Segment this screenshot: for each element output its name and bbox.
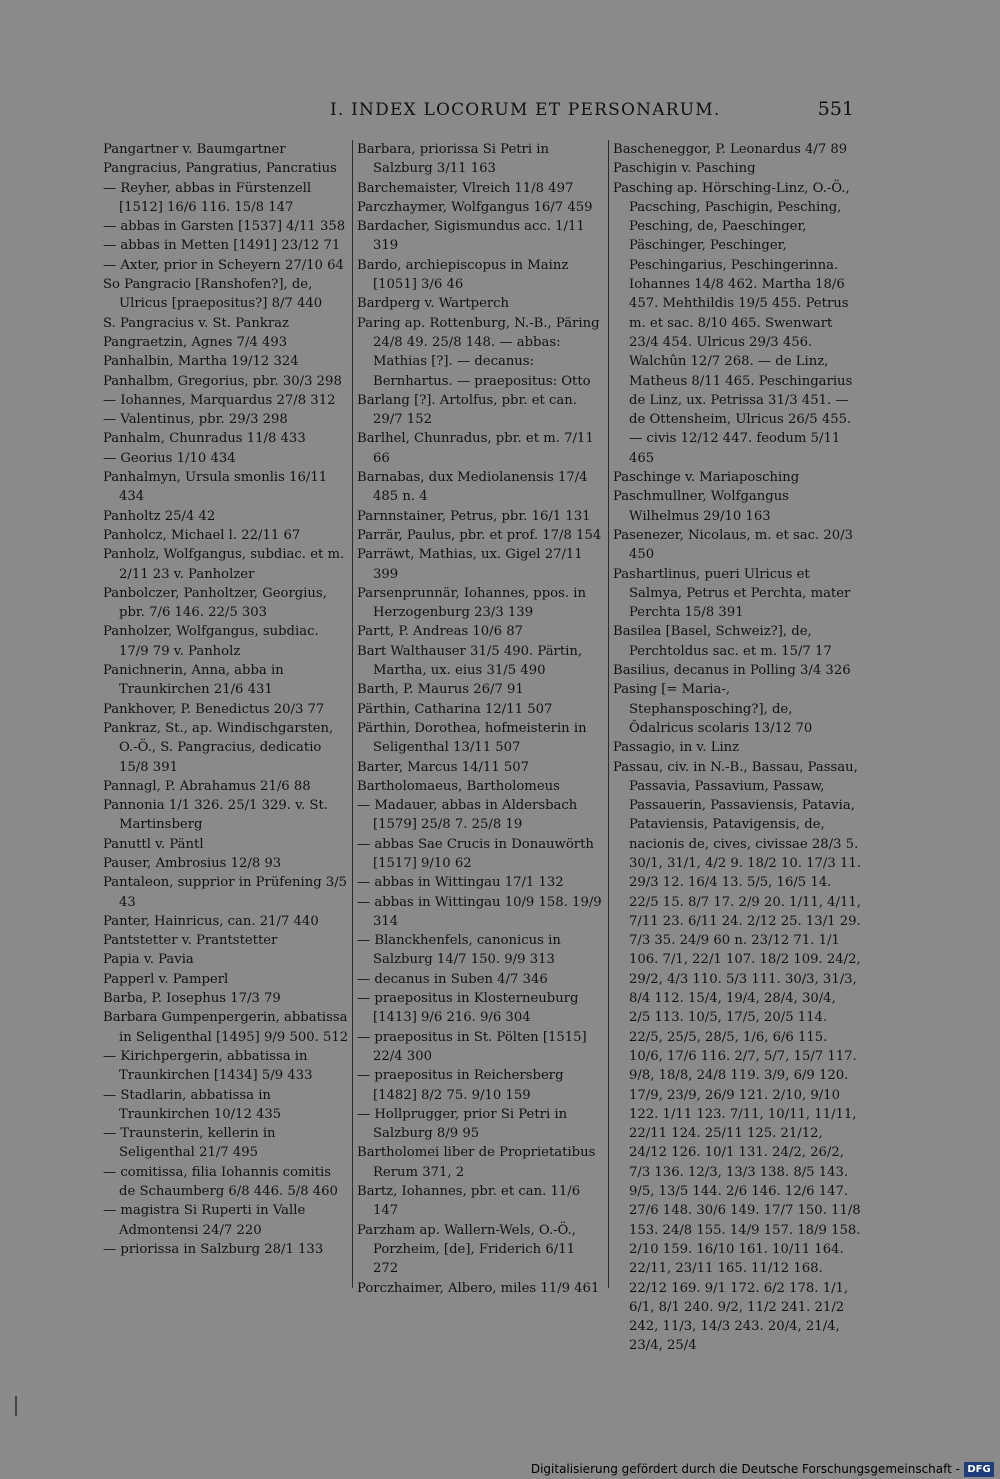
index-entry: — praepositus in Klosterneuburg [1413] 9/6 216. 9/6 304 <box>357 991 579 1026</box>
index-entry: Paschigin v. Pasching <box>613 161 756 177</box>
index-entry: Pauser, Ambrosius 12/8 93 <box>103 855 282 871</box>
index-entry: Pangartner v. Baumgartner <box>103 142 286 157</box>
index-entry: Panter, Hainricus, can. 21/7 440 <box>103 913 319 929</box>
index-entry: Panhalbm, Gregorius, pbr. 30/3 298 <box>103 373 342 389</box>
index-entry: Panhalbin, Martha 19/12 324 <box>103 354 299 370</box>
index-entry: Pärthin, Dorothea, hofmeisterin in Seligenthal 13/11 507 <box>357 720 587 756</box>
index-entry: Barba, P. Iosephus 17/3 79 <box>103 991 281 1007</box>
index-entry: Parnnstainer, Petrus, pbr. 16/1 131 <box>357 508 591 524</box>
margin-mark <box>15 1396 17 1416</box>
index-entry: — Kirichpergerin, abbatissa in Traunkirchen [1434] 5/9 433 <box>103 1048 313 1084</box>
index-entry: Bartholomaeus, Bartholomeus <box>357 778 560 794</box>
index-entry: Pasching ap. Hörsching-Linz, O.-Ö., Pacsching, Paschigin, Pesching, Pesching, de, Paeschinger, Päschinger, Peschinger, Peschingarius, Peschingerinna. Iohannes 14/8 462. Martha 18/6 457. Mehthildis 19/5 455. Petrus m. et sac. 8/10 465. Swenwart 23/4 454. Ulricus 29/3 456. Walchûn 12/7 268. — de Linz, Matheus 8/11 465. Peschingarius de Linz, ux. Petrissa 31/3 451. — de Ottensheim, Ulricus 26/5 455. — civis 12/12 447. feodum 5/11 465 <box>613 180 853 466</box>
index-entry: Panholz, Wolfgangus, subdiac. et m. 2/11 23 v. Panholzer <box>103 547 345 582</box>
index-entry: Bartholomei liber de Proprietatibus Rerum 371, 2 <box>357 1145 596 1180</box>
index-entry: Pasing [= Maria-, Stephansposching?], de, Ôdalricus scolaris 13/12 70 <box>613 682 813 736</box>
index-entry: Panichnerin, Anna, abba in Traunkirchen 21/6 431 <box>103 663 284 698</box>
index-entry: Pankhover, P. Benedictus 20/3 77 <box>103 701 325 717</box>
index-entry: — Valentinus, pbr. 29/3 298 <box>103 412 288 428</box>
column-divider <box>352 140 353 1288</box>
index-entry: — Georius 1/10 434 <box>103 450 236 466</box>
index-entry: Pannagl, P. Abrahamus 21/6 88 <box>103 778 311 794</box>
index-entry: Paring ap. Rottenburg, N.-B., Päring 24/8 49. 25/8 148. — abbas: Mathias [?]. — decanus: Bernhartus. — praepositus: Otto <box>357 315 600 389</box>
page-number: 551 <box>817 98 854 120</box>
index-entry: Barlang [?]. Artolfus, pbr. et can. 29/7 152 <box>357 392 577 428</box>
index-entry: Pantaleon, supprior in Prüfening 3/5 43 <box>103 875 348 910</box>
index-entry: Bart Walthauser 31/5 490. Pärtin, Martha, ux. eius 31/5 490 <box>357 643 583 679</box>
index-entry: — decanus in Suben 4/7 346 <box>357 971 548 987</box>
index-entry: Barchemaister, Vlreich 11/8 497 <box>357 180 574 196</box>
index-entry: Panbolczer, Panholtzer, Georgius, pbr. 7/6 146. 22/5 303 <box>103 585 327 621</box>
index-entry: Barlhel, Chunradus, pbr. et m. 7/11 66 <box>357 431 594 466</box>
index-entry: Bardo, archiepiscopus in Mainz [1051] 3/6 46 <box>357 257 569 293</box>
index-entry: Barter, Marcus 14/11 507 <box>357 759 530 775</box>
index-entry: Parsenprunnär, Iohannes, ppos. in Herzogenburg 23/3 139 <box>357 585 586 621</box>
index-entry: Pärthin, Catharina 12/11 507 <box>357 701 553 717</box>
index-entry: Pantstetter v. Prantstetter <box>103 933 278 949</box>
index-entry: Parzham ap. Wallern-Wels, O.-Ö., Porzheim, [de], Friderich 6/11 272 <box>357 1222 576 1277</box>
index-entry: Barnabas, dux Mediolanensis 17/4 485 n. 4 <box>357 470 588 505</box>
index-entry: Passagio, in v. Linz <box>613 740 740 756</box>
index-entry: Panuttl v. Päntl <box>103 836 204 852</box>
index-entry: Pasenezer, Nicolaus, m. et sac. 20/3 450 <box>613 527 854 563</box>
index-entry: Pannonia 1/1 326. 25/1 329. v. St. Martinsberg <box>103 798 328 833</box>
index-entry: — praepositus in Reichersberg [1482] 8/2 75. 9/10 159 <box>357 1068 564 1103</box>
page-title: I. INDEX LOCORUM ET PERSONARUM. <box>330 100 721 120</box>
index-entry: — abbas in Wittingau 17/1 132 <box>357 875 564 891</box>
index-entry: — Traunsterin, kellerin in Seligenthal 21/7 495 <box>103 1126 276 1161</box>
index-columns <box>103 140 861 1354</box>
index-entry: — comitissa, filia Iohannis comitis de Schaumberg 6/8 446. 5/8 460 <box>103 1164 338 1200</box>
index-entry: — abbas in Metten [1491] 23/12 71 <box>103 238 341 254</box>
index-entry: Parrär, Paulus, pbr. et prof. 17/8 154 <box>357 527 602 543</box>
index-entry: — Reyher, abbas in Fürstenzell [1512] 16/6 116. 15/8 147 <box>103 180 312 215</box>
index-entry: Pangraetzin, Agnes 7/4 493 <box>103 334 288 350</box>
index-entry: Parczhaymer, Wolfgangus 16/7 459 <box>357 199 593 215</box>
index-entry: — Iohannes, Marquardus 27/8 312 <box>103 392 336 408</box>
index-entry: Bardperg v. Wartperch <box>357 296 510 312</box>
index-entry: Paschmullner, Wolfgangus Wilhelmus 29/10 163 <box>613 489 789 524</box>
index-column-1 <box>103 140 349 1300</box>
index-entry: Papia v. Pavia <box>103 952 194 968</box>
index-entry: Porczhaimer, Albero, miles 11/9 461 <box>357 1280 600 1296</box>
index-entry: Partt, P. Andreas 10/6 87 <box>357 624 523 640</box>
index-entry: — Madauer, abbas in Aldersbach [1579] 25/8 7. 25/8 19 <box>357 798 578 833</box>
index-column-3 <box>613 140 861 1354</box>
index-entry: Pashartlinus, pueri Ulricus et Salmya, Petrus et Perchta, mater Perchta 15/8 391 <box>613 566 851 621</box>
index-entry: — Blanckhenfels, canonicus in Salzburg 14/7 150. 9/9 313 <box>357 933 561 968</box>
index-entry: Basilius, decanus in Polling 3/4 326 <box>613 663 851 679</box>
index-entry: Papperl v. Pamperl <box>103 971 229 987</box>
index-entry: — priorissa in Salzburg 28/1 133 <box>103 1241 324 1257</box>
index-entry: — praepositus in St. Pölten [1515] 22/4 300 <box>357 1029 587 1064</box>
index-entry: Basilea [Basel, Schweiz?], de, Perchtoldus sac. et m. 15/7 17 <box>613 624 832 659</box>
index-entry: — abbas in Garsten [1537] 4/11 358 <box>103 219 346 235</box>
index-entry: So Pangracio [Ranshofen?], de, Ulricus [praepositus?] 8/7 440 <box>103 277 323 312</box>
index-entry: Bartz, Iohannes, pbr. et can. 11/6 147 <box>357 1184 581 1219</box>
index-entry: Panhalm, Chunradus 11/8 433 <box>103 431 306 447</box>
index-entry: — Hollprugger, prior Si Petri in Salzburg 8/9 95 <box>357 1106 568 1142</box>
index-entry: — magistra Si Ruperti in Valle Admontensi 24/7 220 <box>103 1203 306 1238</box>
index-entry: — Stadlarin, abbatissa in Traunkirchen 10/12 435 <box>103 1087 282 1122</box>
index-entry: Passau, civ. in N.-B., Bassau, Passau, Passavia, Passavium, Passaw, Passauerin, Passaviensis, Patavia, Pataviensis, Patavigensis, de, nacionis de, cives, civissae 28/3 5. 30/1, 31/1, 4/2 9. 18/2 10. 17/3 11. 29/3 12. 16/4 13. 5/5, 16/5 14. 22/5 15. 8/7 17. 2/9 20. 1/11, 4/11, 7/11 23. 6/11 24. 2/12 25. 13/1 29. 7/3 35. 24/9 60 n. 23/12 71. 1/1 106. 7/1, 22/1 107. 18/2 109. 24/2, 29/2, 4/3 110. 5/3 111. 30/3, 31/3, 8/4 112. 15/4, 19/4, 28/4, 30/4, 2/5 113. 10/5, 17/5, 20/5 114. 22/5, 25/5, 28/5, 1/6, 6/6 115. 10/6, 17/6 116. 2/7, 5/7, 15/7 117. 9/8, 18/8, 24/8 119. 3/9, 6/9 120. 17/9, 23/9, 26/9 121. 2/10, 9/10 122. 1/11 123. 7/11, 10/11, 11/11, 22/11 124. 25/11 125. 21/12, 24/12 126. 10/1 131. 24/2, 26/2, 7/3 136. 12/3, 13/3 138. 8/5 143. 9/5, 13/5 144. 2/6 146. 12/6 147. 27/6 148. 30/6 149. 17/7 150. 11/8 153. 24/8 155. 14/9 157. 18/9 158. 2/10 159. 16/10 161. 10/11 164. 22/11, 23/11 165. 11/12 168. 22/12 169. 9/1 172. 6/2 178. 1/1, 6/1, 8/1 240. 9/2, 11/2 241. 21/2 242, 11/3, 14/3 243. 20/4, 21/4, 23/4, 25/4 <box>613 759 861 1354</box>
index-entry: Paschinge v. Mariaposching <box>613 470 800 486</box>
index-entry: Bascheneggor, P. Leonardus 4/7 89 <box>613 142 848 157</box>
index-entry: Barbara, priorissa Si Petri in Salzburg 3/11 163 <box>357 142 549 177</box>
dfg-logo: DFG <box>964 1462 994 1477</box>
index-entry: Parräwt, Mathias, ux. Gigel 27/11 399 <box>357 547 583 582</box>
index-entry: — abbas in Wittingau 10/9 158. 19/9 314 <box>357 894 602 929</box>
index-entry: Pankraz, St., ap. Windischgarsten, O.-Ö., S. Pangracius, dedicatio 15/8 391 <box>103 720 334 775</box>
index-entry: Panholcz, Michael l. 22/11 67 <box>103 527 301 543</box>
index-entry: Panholtz 25/4 42 <box>103 508 216 524</box>
index-entry: Barth, P. Maurus 26/7 91 <box>357 682 524 698</box>
footer <box>0 1461 1000 1479</box>
index-column-2 <box>357 140 603 1300</box>
funding-note: Digitalisierung gefördert durch die Deutsche Forschungsgemeinschaft - <box>530 1462 960 1476</box>
index-entry: S. Pangracius v. St. Pankraz <box>103 315 289 331</box>
index-entry: — abbas Sae Crucis in Donauwörth [1517] 9/10 62 <box>357 836 594 871</box>
page-header <box>0 96 1000 126</box>
index-entry: Barbara Gumpenpergerin, abbatissa in Seligenthal [1495] 9/9 500. 512 <box>103 1010 349 1045</box>
column-divider <box>608 140 609 1288</box>
index-entry: Panholzer, Wolfgangus, subdiac. 17/9 79 v. Panholz <box>103 624 319 659</box>
index-entry: Panhalmyn, Ursula smonlis 16/11 434 <box>103 470 328 505</box>
index-entry: Pangracius, Pangratius, Pancratius <box>103 161 337 177</box>
index-entry: Bardacher, Sigismundus acc. 1/11 319 <box>357 219 585 254</box>
index-entry: — Axter, prior in Scheyern 27/10 64 <box>103 257 344 273</box>
